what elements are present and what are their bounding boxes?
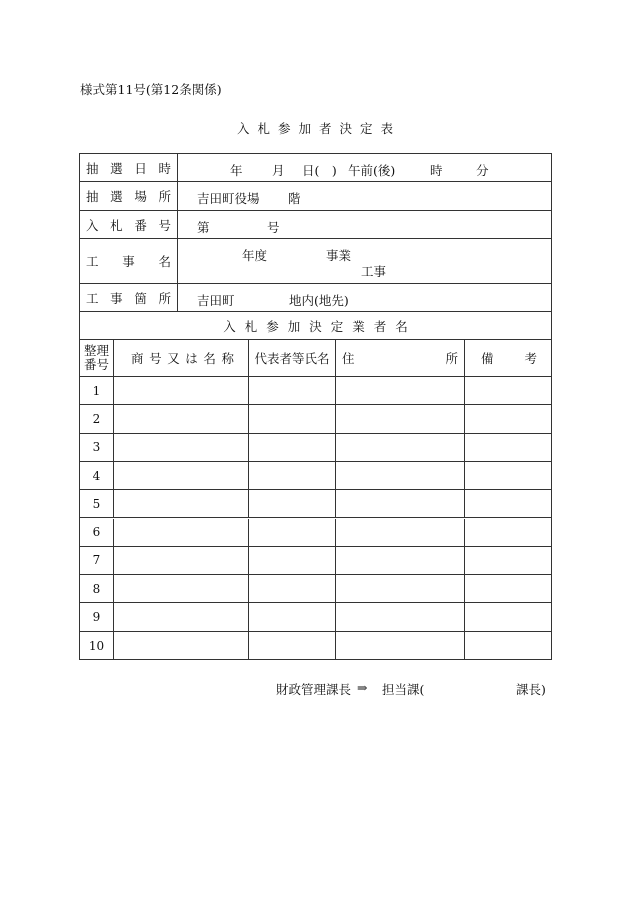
header-number: 整理 番号 [80,340,114,376]
floor-label: 階 [288,191,301,206]
project-label: 事業 [326,248,352,263]
address-cell[interactable] [336,519,465,546]
address-cell[interactable] [336,547,465,574]
table-row [80,434,551,462]
minute-label: 分 [476,163,489,178]
company-cell[interactable] [114,632,249,660]
participants-section-title: 入札参加決定業者名 [223,318,417,334]
arrow-icon: ⇒ [357,680,368,695]
form-table [79,153,552,660]
work-name-label: 工 事 名 [80,239,178,283]
header-representative: 代表者等氏名 [249,340,336,376]
bid-number-row [80,211,551,239]
remarks-cell[interactable] [465,405,551,432]
work-location-row [80,284,551,312]
footer-to-suffix: 課長) [516,682,546,697]
representative-cell[interactable] [249,405,336,432]
table-row [80,519,551,547]
company-cell[interactable] [114,462,249,489]
table-row [80,547,551,575]
footer-from: 財政管理課長 [276,682,352,697]
address-cell[interactable] [336,377,465,404]
place-name: 吉田町役場 [197,191,260,206]
remarks-cell[interactable] [465,519,551,546]
draw-place-field[interactable] [178,182,551,210]
representative-cell[interactable] [249,632,336,660]
work-location-label: 工 事 箇 所 [80,284,178,311]
fiscal-year-label: 年度 [242,248,268,263]
ampm-label: 午前(後) [348,163,396,178]
header-address: 住 所 [336,340,465,376]
row-number: 9 [80,603,114,630]
representative-cell[interactable] [249,519,336,546]
row-number: 4 [80,462,114,489]
address-cell[interactable] [336,434,465,461]
representative-cell[interactable] [249,547,336,574]
header-company: 商 号 又 は 名 称 [114,340,249,376]
remarks-cell[interactable] [465,603,551,630]
remarks-cell[interactable] [465,434,551,461]
town-name: 吉田町 [197,293,235,308]
draw-datetime-field[interactable] [178,154,551,181]
bid-suffix: 号 [267,220,280,235]
remarks-cell[interactable] [465,377,551,404]
form-number: 様式第11号(第12条関係) [80,82,222,97]
bid-number-field[interactable] [178,211,551,238]
row-number: 5 [80,490,114,517]
row-number: 3 [80,434,114,461]
header-remarks: 備 考 [481,351,537,366]
month-label: 月 [272,163,285,178]
bid-number-label: 入 札 番 号 [80,211,178,238]
participants-section-row [80,312,551,340]
remarks-cell[interactable] [465,547,551,574]
draw-place-row [80,182,551,211]
work-location-field[interactable] [178,284,551,311]
row-number: 1 [80,377,114,404]
address-cell[interactable] [336,603,465,630]
work-name-row [80,239,551,284]
company-cell[interactable] [114,519,249,546]
company-cell[interactable] [114,547,249,574]
company-cell[interactable] [114,377,249,404]
representative-cell[interactable] [249,462,336,489]
representative-cell[interactable] [249,603,336,630]
representative-cell[interactable] [249,575,336,602]
participants-header-row [80,340,551,377]
company-cell[interactable] [114,575,249,602]
company-cell[interactable] [114,490,249,517]
company-cell[interactable] [114,603,249,630]
draw-datetime-label: 抽 選 日 時 [80,154,178,181]
row-number: 10 [80,632,114,660]
remarks-cell[interactable] [465,575,551,602]
table-row [80,462,551,490]
table-row [80,490,551,518]
representative-cell[interactable] [249,490,336,517]
year-label: 年 [230,163,243,178]
remarks-cell[interactable] [465,490,551,517]
table-row [80,377,551,405]
company-cell[interactable] [114,405,249,432]
day-label: 日( ) [302,163,337,178]
document-title: 入札参加者決定表 [236,121,401,136]
work-label: 工事 [361,264,387,279]
draw-place-label: 抽 選 場 所 [80,182,178,210]
table-row [80,575,551,603]
table-row [80,603,551,631]
address-cell[interactable] [336,575,465,602]
address-cell[interactable] [336,462,465,489]
address-cell[interactable] [336,405,465,432]
representative-cell[interactable] [249,434,336,461]
address-cell[interactable] [336,632,465,660]
footer-to-prefix: 担当課( [382,682,425,697]
table-row [80,632,551,660]
remarks-cell[interactable] [465,632,551,660]
draw-datetime-row [80,154,551,182]
table-row [80,405,551,433]
work-name-field[interactable] [178,239,551,283]
row-number: 7 [80,547,114,574]
bid-prefix: 第 [197,220,210,235]
row-number: 2 [80,405,114,432]
representative-cell[interactable] [249,377,336,404]
row-number: 6 [80,519,114,546]
remarks-cell[interactable] [465,462,551,489]
company-cell[interactable] [114,434,249,461]
address-cell[interactable] [336,490,465,517]
row-number: 8 [80,575,114,602]
area-label: 地内(地先) [289,293,349,308]
hour-label: 時 [430,163,443,178]
